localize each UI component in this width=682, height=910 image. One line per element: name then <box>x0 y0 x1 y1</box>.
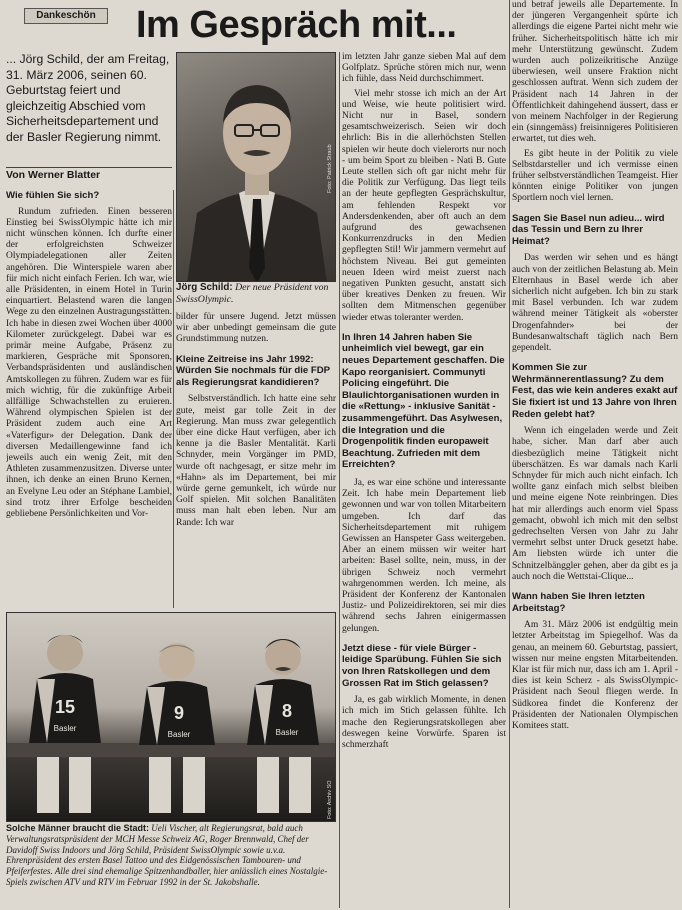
answer-7: Am 31. März 2006 ist endgültig mein letzter Arbeitstag im Spiegelhof. Was da genau, an meinem 60. Geburtstag, passiert, wissen nur meine engsten Mitarbeitenden. Klar ist für mich nur, dass ich am 1. April - dies ist kein Scherz - als SwissOlympic-Präsident nach Seoul fliegen werde. In Südkorea findet die Konferenz der Präsidenten der Nationalen Olympischen Komitees statt. <box>512 620 678 732</box>
portrait-credit: Foto: Patrick Straub <box>327 144 333 193</box>
answer-2: Selbstverständlich. Ich hatte eine sehr gute, meist gar tolle Zeit in der Regierung. Man muss zwar gelegentlich über eine dicke Haut verfügen, aber ich kenne ja die Basler Mentalität. Karli Schnyder, mein Vorgänger im PMD, wurde oft nachgesagt, er sitze mehr im «Hahn» als im Departement, bei mir würde gerne gemunkelt, ich würde nur Golf spielen. Mit solchen Banalitäten muss man halt eben leben. Nur am Rande: Ich war <box>176 394 336 528</box>
answer-4-continued: und betraf jeweils alle Departemente. In der jüngeren Vergangenheit spürte ich allerdings die eigene Partei nicht mehr wie früher. Sicherheitspolitisch hätte ich mir mehr Unterstützung gewünscht. Zudem wurden auch polizeikritische Anzüge überwiesen, weil unsere Fraktion nicht geschlossen auftrat. Wenn sich zudem der Präsident nach 14 Jahren in der Öffentlichkeit dahingehend äussert, dass er von meinem Nachfolger in der Regierung ein (sinngemäss) freisinnigeres Politisieren erwartet, tut dies weh. <box>512 0 678 145</box>
team-caption-lead: Solche Männer braucht die Stadt: <box>6 823 150 833</box>
team-photo-credit: Foto: Archiv SO <box>327 780 333 819</box>
portrait-caption-name: Jörg Schild: <box>176 282 233 293</box>
jersey-number-3: 8 <box>281 701 293 721</box>
column-4 <box>512 0 678 908</box>
handball-players-icon <box>7 613 336 822</box>
portrait-photo <box>176 52 336 282</box>
answer-5: Das werden wir sehen und es hängt auch von der zeitlichen Belastung ab. Mein Elternhaus in Basel werde ich aber sicherlich nicht aufgeben. Ich bin zu stark mit Basel verbunden. Ich war zudem während meiner Tätigkeit als «oberster Drogenfahnder» bei der Bundesanwaltschaft täglich nach Bern gependelt. <box>512 253 678 354</box>
portrait-caption-text: Der neue Präsident von SwissOlympic. <box>176 282 329 305</box>
jersey-text-3: Basler <box>275 728 299 737</box>
question-6: Kommen Sie zur Wehrmännerentlassung? Zu dem Fest, das wie kein anderes exakt auf Sie fixiert ist und 13 Jahre von Ihren Reden gelebt hat? <box>512 362 678 420</box>
answer-2-continued: im letzten Jahr ganze sieben Mal auf dem Golfplatz. Sprüche stören mich nur, wenn ich fühle, dass Neid durchschimmert. <box>342 52 506 85</box>
answer-1-continued: bilder für unsere Jugend. Jetzt müssen wir aber unbedingt gemeinsam die gute Grundstimmung nutzen. <box>176 312 336 345</box>
lead-paragraph: ... Jörg Schild, der am Freitag, 31. März 2006, seinen 60. Geburtstag feiert und gleichzeitig Abschied vom Sicherheitsdepartement und der Basler Regierung nimmt. <box>6 52 170 144</box>
column-1 <box>6 190 172 608</box>
question-5: Sagen Sie Basel nun adieu... wird das Tessin und Bern zu Ihrer Heimat? <box>512 212 665 247</box>
answer-4: Ja, es gab wirklich Momente, in denen ich mich im Stich gelassen fühlte. Ich mache den Regierungsratskollegen aber deswegen keine Vorwürfe. Sparen ist schmerzhaft <box>342 695 506 751</box>
question-1: Wie fühlen Sie sich? <box>6 190 100 201</box>
portrait-caption <box>176 282 336 310</box>
team-caption-text: Ueli Vischer, alt Regierungsrat, bald auch Verwaltungsratspräsident der MCH Messe Schweiz AG, Roger Brennwald, Chef der Davidoff Swiss Indoors und Jörg Schild, Präsident SwissOlympic sowie u.v.a. Ehrenpräsident des ersten Basel Tattoo und des Eidgenössischen Tambouren- und Pfeiferfestes. Alle drei sind ehemalige Spitzenhandballer, hier anlässlich eines Nostalgie-Spiels zwischen ATV und RTV im Februar 1992 in der St. Jakobshalle. <box>6 823 328 887</box>
answer-3: Ja, es war eine schöne und interessante Zeit. Ich habe mein Departement lieb gewonnen und war von tollen Mitarbeitern umgeben. Ich darf das Sicherheitsdepartement mit ruhigem Gewissen an Hanspeter Gass weitergeben. Aber an einem müssen wir weiter hart arbeiten: Basel sollte, nein, muss, in der übrigen Schweiz noch vermehrt wahrgenommen werden. Ich meine, als Präsident der Konferenz der Kantonalen Justiz- und Polizeidirektoren, sei mir dies während sechs Jahren einigermassen gelungen. <box>342 478 506 634</box>
column-rule-2 <box>339 52 340 908</box>
answer-1: Rundum zufrieden. Einen besseren Einstieg bei SwissOlympic hätte ich mir nicht wünschen können. Ich durfte einer der erfolgreichsten Schweizer Olympiadelegationen aller Zeiten angehören. Die Winterspiele waren aber für mich nicht einfach Ferien. Ich war, wie alle Präsidenten, in einem Hotel in Turin einquartiert. Belastend waren die langen Wege zu den einzelnen Austragungsstätten. Ich habe in diesen zwei Wochen über 4000 Kilometer zurückgelegt. Dabei war es primär meine Aufgabe, Präsenz zu markieren, Gespräche mit Sponsoren, Verbandspräsidenten und ausländischen Amtskollegen zu führen. Zudem war es für mich wichtig, für die zukünftige Arbeit allfällige Schwachstellen zu eruieren. Während olympischen Spielen ist der Präsident zudem auch eine Art «Vaterfigur» der Delegation. Dank der diversen Medaillengewinne fand ich jeweils auch ein wenig Zeit, mit den Athleten zusammenzusitzen. Diverse unter ihnen, ich denke an einen Bruno Kernen, an Evelyne Leu oder an Stéphane Lambiel, sind trotz ihrer Erfolge bescheiden gebliebene Persönlichkeiten und Vor- <box>6 206 172 520</box>
question-3: In Ihren 14 Jahren haben Sie unheimlich viel bewegt, gar ein neues Departement geschaffen. Die Kapo reorganisiert. Communyti Policing eingeführt. Die Blaulichtorganisationen wurden in die «Rettung» - inklusive Sanität - zusammengeführt. Das Asylwesen, die Integration und die Drogenpolitik finden europaweit Beachtung. Zufrieden mit dem Erreichten? <box>342 331 505 471</box>
jersey-number-1: 15 <box>54 697 76 717</box>
jersey-text-1: Basler <box>53 724 77 733</box>
column-rule-1 <box>173 190 174 608</box>
column-2 <box>176 312 336 608</box>
answer-2-paragraph-2: Viel mehr stosse ich mich an der Art und Weise, wie heute politisiert wird. Nicht nur in Basel, sondern gesamtschweizerisch. Seien wir doch ehrlich: Bis in die allerhöchsten Stellen spielen wir heute doch vielerorts nur noch - um beim Sport zu bleiben - Nati B. Gute Leute stellen sich oft gar nicht mehr für die Politik zur Verfügung. Das liegt teils an der heute gepflegten Gesprächskultur, am fehlenden Respekt vor Andersdenkenden, aber oft auch an dem aufgrund des gewachsenen Konkurrenzdrucks in den Medien gepflegten Stil! Wir jammern vermehrt auf höchstem Niveau. Bei gut gemeinten neuen Ideen wird meist zuerst nach negativen Punkten gesucht, anstatt sich über kreatives Denken zu freuen. Wir sollten dem Mitmenschen gegenüber wieder etwas toleranter werden. <box>342 88 506 323</box>
team-photo-caption <box>6 823 336 908</box>
jersey-number-2: 9 <box>173 703 185 723</box>
answer-6: Wenn ich eingeladen werde und Zeit habe, sicher. Man darf aber auch diesbezüglich meine Tätigkeit nicht überschätzen. Es war damals nach Karli Schnyder für mich auch nicht einfach. Ich wollte ganz einfach mich selbst bleiben und meine eigene Note reinbringen. Dies hat mir allerdings auch enorm viel Spass gemacht, obwohl ich mich mit den selbst gedrechselten Versen von Jahr zu Jahr vermehrt selbst unter Druck gesetzt habe. Am liebsten würde ich unter die Schnitzelbänggler gehen, aber da gibt es ja auch noch die Wettstai-Clique... <box>512 426 678 582</box>
question-4: Jetzt diese - für viele Bürger - leidige Sparübung. Fühlen Sie sich von Ihren Ratskollegen und dem Grossen Rat im Stich gelassen? <box>342 642 502 689</box>
team-photo <box>6 612 336 822</box>
author-byline: Von Werner Blatter <box>6 167 172 181</box>
column-3 <box>342 52 506 908</box>
portrait-figure-icon <box>177 53 336 282</box>
answer-4-paragraph-2: Es gibt heute in der Politik zu viele Selbstdarsteller und ich vermisse einen früher selbstverständlichen Teamgeist. Hier könnten einige Politiker von jungen Sportlern noch viel lernen. <box>512 148 678 204</box>
headline: Im Gespräch mit... <box>136 4 457 46</box>
section-tag: Dankeschön <box>24 8 108 24</box>
jersey-text-2: Basler <box>167 730 191 739</box>
column-rule-3 <box>509 0 510 908</box>
question-7: Wann haben Sie Ihren letzten Arbeitstag? <box>512 591 645 614</box>
question-2: Kleine Zeitreise ins Jahr 1992: Würden Sie nochmals für die FDP als Regierungsrat kandidieren? <box>176 353 330 388</box>
